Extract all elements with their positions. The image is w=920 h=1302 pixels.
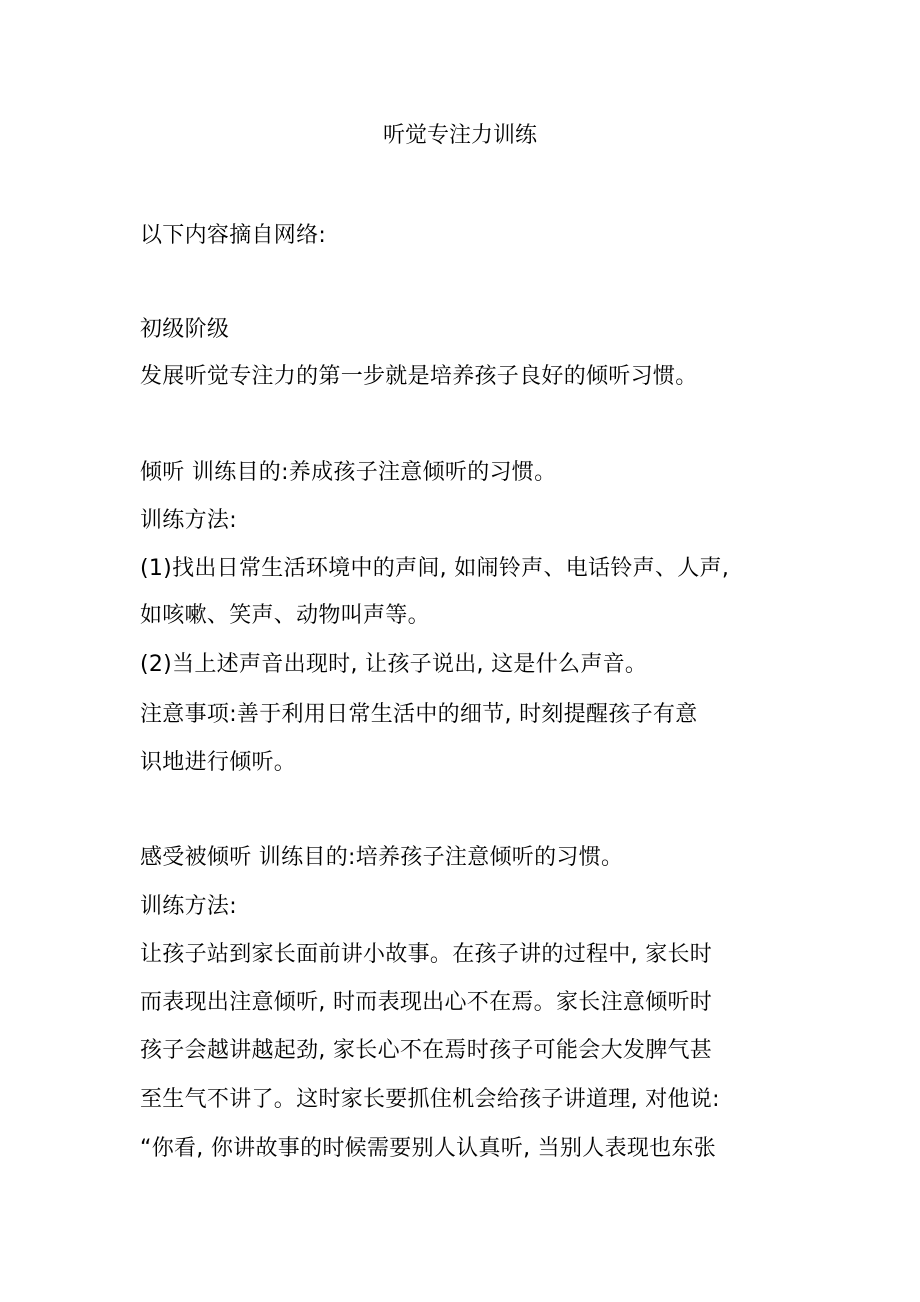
section2-para-line1: 让孩子站到家长面前讲小故事。在孩子讲的过程中, 家长时 xyxy=(140,942,713,967)
section1-note-line2: 识地进行倾听。 xyxy=(140,750,297,775)
section2-method-label: 训练方法: xyxy=(140,894,237,919)
intro-paragraph: 发展听觉专注力的第一步就是培养孩子良好的倾听习惯。 xyxy=(140,364,698,389)
section2-para-line2: 而表现出注意倾听, 时而表现出心不在焉。家长注意倾听时 xyxy=(140,990,713,1015)
section1-method-label: 训练方法: xyxy=(140,508,237,533)
section1-step1-line2: 如咳嗽、笑声、动物叫声等。 xyxy=(140,603,430,628)
section1-note-line1: 注意事项:善于利用日常生活中的细节, 时刻提醒孩子有意 xyxy=(140,702,698,727)
section1-step1-line1: (1)找出日常生活环境中的声间, 如闹铃声、电话铃声、人声, xyxy=(140,556,730,581)
document-title: 听觉专注力训练 xyxy=(382,123,537,148)
section2-para-line4: 至生气不讲了。这时家长要抓住机会给孩子讲道理, 对他说: xyxy=(140,1087,720,1112)
section1-step2: (2)当上述声音出现时, 让孩子说出, 这是什么声音。 xyxy=(140,652,648,677)
source-note: 以下内容摘自网络: xyxy=(140,223,327,248)
section2-para-line3: 孩子会越讲越起劲, 家长心不在焉时孩子可能会大发脾气甚 xyxy=(140,1038,713,1063)
section2-heading: 感受被倾听 训练目的:培养孩子注意倾听的习惯。 xyxy=(140,845,624,870)
section1-heading: 倾听 训练目的:养成孩子注意倾听的习惯。 xyxy=(140,460,557,485)
level-heading: 初级阶级 xyxy=(140,317,230,342)
section2-para-line5: “你看, 你讲故事的时候需要别人认真听, 当别人表现也东张 xyxy=(140,1136,717,1161)
